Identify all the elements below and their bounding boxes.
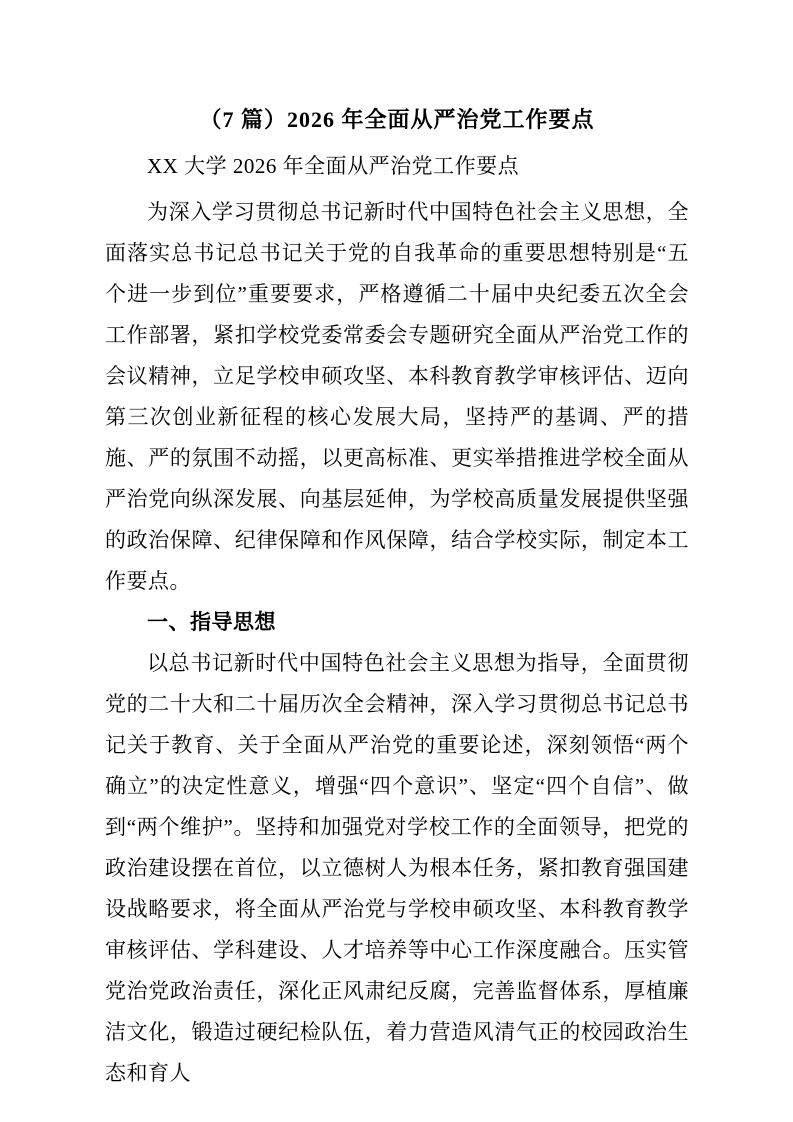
document-subtitle: XX 大学 2026 年全面从严治党工作要点 bbox=[147, 154, 520, 178]
document-title: （7 篇）2026 年全面从严治党工作要点 bbox=[199, 107, 595, 132]
section-body-guiding-ideology: 以总书记新时代中国特色社会主义思想为指导，全面贯彻党的二十大和二十届历次全会精神，深入学习贯彻总书记总书记关于教育、关于全面从严治党的重要论述，深刻领悟“两个确立”的决定性意义，增强“四个意识”、坚定“四个自信”、做到“两个维护”。坚持和加强党对学校工作的全面领导，把党的政治建设摆在首位，以立德树人为根本任务，紧扣教育强国建设战略要求，将全面从严治党与学校申硕攻坚、本科教育教学审核评估、学科建设、人才培养等中心工作深度融合。压实管党治党政治责任，深化正风肃纪反腐，完善监督体系，厚植廉洁文化，锻造过硬纪检队伍，着力营造风清气正的校园政治生态和育人 bbox=[105, 651, 689, 1085]
section-heading-guiding-ideology: 一、指导思想 bbox=[147, 610, 276, 634]
intro-paragraph: 为深入学习贯彻总书记新时代中国特色社会主义思想，全面落实总书记总书记关于党的自我革命的重要思想特别是“五个进一步到位”重要要求，严格遵循二十届中央纪委五次全会工作部署，紧扣学校党委常委会专题研究全面从严治党工作的会议精神，立足学校申硕攻坚、本科教育教学审核评估、迈向第三次创业新征程的核心发展大局，坚持严的基调、严的措施、严的氛围不动摇，以更高标准、更实举措推进学校全面从严治党向纵深发展、向基层延伸，为学校高质量发展提供坚强的政治保障、纪律保障和作风保障，结合学校实际，制定本工作要点。 bbox=[105, 200, 689, 593]
